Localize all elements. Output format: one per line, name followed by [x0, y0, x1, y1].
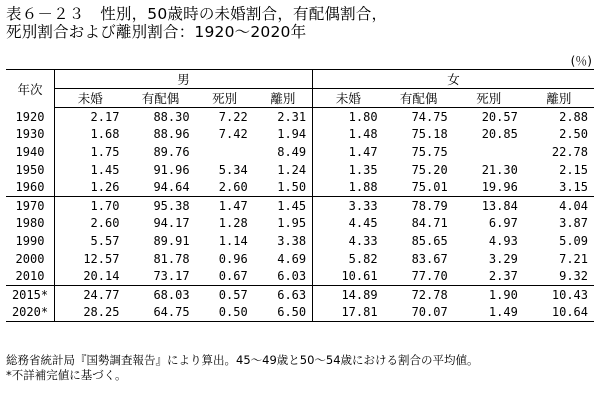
data-table [6, 69, 594, 322]
female-value-cell: 3.15 [524, 178, 594, 196]
year-cell: 1930 [15, 127, 45, 142]
female-value-cell: 10.64 [524, 304, 594, 322]
table-row [6, 126, 594, 144]
male-value-cell: 1.94 [277, 127, 307, 142]
year-cell: 2000 [15, 251, 45, 266]
female-value-cell: 1.47 [313, 143, 384, 161]
table-row [6, 178, 594, 196]
male-value-cell: 12.57 [55, 250, 126, 268]
female-value-cell: 10.61 [313, 267, 384, 285]
female-value-cell: 20.57 [481, 109, 518, 124]
female-value-cell: 20.85 [481, 127, 518, 142]
male-value-cell: 5.57 [55, 232, 126, 250]
header-row-columns [6, 89, 594, 108]
male-value-cell: 81.78 [153, 251, 190, 266]
female-value-cell: 1.90 [488, 287, 518, 302]
female-value-cell: 75.75 [411, 144, 448, 159]
female-value-cell: 3.29 [488, 251, 518, 266]
header-female: 女 [313, 70, 594, 89]
male-value-cell: 95.38 [153, 198, 190, 213]
female-value-cell: 2.15 [559, 162, 588, 177]
female-value-cell: 9.32 [524, 267, 594, 285]
footnote-asterisk: *不詳補完値に基づく。 [6, 368, 127, 382]
male-value-cell: 1.70 [55, 196, 126, 214]
male-value-cell: 1.68 [55, 126, 126, 144]
male-value-cell: 0.57 [218, 287, 248, 302]
female-value-cell: 2.37 [454, 267, 524, 285]
year-cell: 1960 [6, 178, 55, 196]
female-value-cell: 14.89 [313, 285, 384, 303]
title-line-1: 表６－２３ 性別，50歳時の未婚割合，有配偶割合， [6, 5, 388, 23]
header-row-gender [6, 70, 594, 89]
female-value-cell: 1.48 [313, 126, 384, 144]
female-value-cell: 3.87 [559, 216, 588, 231]
male-value-cell: 3.38 [277, 233, 307, 248]
table-row [6, 250, 594, 268]
female-value-cell: 85.65 [411, 233, 448, 248]
male-merged-value-cell: 8.49 [277, 144, 307, 159]
male-value-cell: 88.96 [153, 127, 190, 142]
male-value-cell: 89.91 [153, 233, 190, 248]
year-cell: 2010 [6, 267, 55, 285]
footnote-source: 総務省統計局『国勢調査報告』により算出。45〜49歳と50〜54歳における割合の平均値。 [6, 353, 479, 367]
header-f-widowed: 死別 [454, 89, 524, 108]
table-row [6, 304, 594, 322]
female-merged-value-cell: 22.78 [551, 144, 588, 159]
female-value-cell: 83.67 [411, 251, 448, 266]
male-value-cell: 1.14 [218, 233, 248, 248]
male-value-cell: 6.63 [277, 287, 307, 302]
male-value-cell: 5.34 [218, 162, 248, 177]
female-value-cell: 4.33 [313, 232, 384, 250]
male-value-cell: 91.96 [153, 162, 190, 177]
female-value-cell: 75.20 [411, 162, 448, 177]
male-value-cell: 2.31 [277, 109, 307, 124]
male-value-cell: 89.76 [153, 144, 190, 159]
male-value-cell: 24.77 [55, 285, 126, 303]
male-value-cell: 2.60 [55, 215, 126, 233]
male-value-cell: 1.26 [55, 178, 126, 196]
male-value-cell: 73.17 [125, 267, 195, 285]
female-value-cell: 74.75 [411, 109, 448, 124]
table-row [6, 161, 594, 179]
female-value-cell: 2.50 [559, 127, 588, 142]
table-row [6, 232, 594, 250]
female-value-cell: 1.35 [313, 161, 384, 179]
table-body [6, 108, 594, 322]
year-cell: 1990 [15, 233, 45, 248]
female-value-cell: 1.80 [313, 108, 384, 126]
male-value-cell: 7.42 [218, 127, 248, 142]
female-value-cell: 77.70 [384, 267, 454, 285]
male-value-cell: 1.28 [218, 216, 248, 231]
header-f-married: 有配偶 [384, 89, 454, 108]
female-value-cell: 1.88 [313, 178, 384, 196]
table-row [6, 215, 594, 233]
male-value-cell: 1.47 [218, 198, 248, 213]
male-value-cell: 1.24 [277, 162, 307, 177]
year-cell: 1950 [15, 162, 45, 177]
female-value-cell: 17.81 [313, 304, 384, 322]
male-value-cell: 6.03 [254, 267, 313, 285]
table-row [6, 267, 594, 285]
male-value-cell: 1.45 [277, 198, 307, 213]
table-row [6, 196, 594, 214]
male-value-cell: 20.14 [55, 267, 126, 285]
male-value-cell: 1.95 [277, 216, 307, 231]
male-value-cell: 7.22 [218, 109, 248, 124]
female-value-cell: 2.88 [559, 109, 588, 124]
male-value-cell: 68.03 [153, 287, 190, 302]
male-value-cell: 94.17 [153, 216, 190, 231]
unit-label: (％) [570, 54, 592, 68]
female-value-cell: 3.33 [313, 196, 384, 214]
header-m-divorced: 離別 [254, 89, 313, 108]
table-row [6, 143, 594, 161]
header-m-unmarried: 未婚 [55, 89, 126, 108]
table-row [6, 108, 594, 126]
male-value-cell: 2.17 [55, 108, 126, 126]
male-value-cell: 28.25 [55, 304, 126, 322]
year-cell: 2015* [11, 287, 49, 302]
year-cell: 1970 [15, 198, 45, 213]
female-value-cell: 78.79 [411, 198, 448, 213]
male-value-cell: 0.96 [218, 251, 248, 266]
table-row [6, 285, 594, 303]
header-f-unmarried: 未婚 [313, 89, 384, 108]
female-value-cell: 1.49 [454, 304, 524, 322]
header-f-divorced: 離別 [524, 89, 594, 108]
female-value-cell: 4.04 [559, 198, 588, 213]
male-value-cell: 4.69 [277, 251, 307, 266]
female-value-cell: 7.21 [559, 251, 588, 266]
header-male: 男 [55, 70, 313, 89]
year-cell: 1920 [15, 109, 45, 124]
female-value-cell: 84.71 [411, 216, 448, 231]
male-value-cell: 6.50 [254, 304, 313, 322]
female-value-cell: 5.09 [559, 233, 588, 248]
male-value-cell: 0.50 [196, 304, 254, 322]
female-value-cell: 4.45 [313, 215, 384, 233]
title-line-2: 死別割合および離別割合：1920〜2020年 [6, 23, 307, 41]
female-value-cell: 72.78 [411, 287, 448, 302]
female-value-cell: 75.01 [384, 178, 454, 196]
female-value-cell: 13.84 [481, 198, 518, 213]
male-value-cell: 2.60 [196, 178, 254, 196]
male-value-cell: 94.64 [125, 178, 195, 196]
male-value-cell: 1.75 [55, 143, 126, 161]
male-value-cell: 88.30 [153, 109, 190, 124]
header-year: 年次 [6, 70, 55, 108]
female-value-cell: 21.30 [481, 162, 518, 177]
female-value-cell: 75.18 [411, 127, 448, 142]
male-value-cell: 0.67 [196, 267, 254, 285]
year-cell: 2020* [6, 304, 55, 322]
table-title [6, 5, 387, 41]
header-m-widowed: 死別 [196, 89, 254, 108]
female-value-cell: 4.93 [488, 233, 518, 248]
header-m-married: 有配偶 [125, 89, 195, 108]
female-value-cell: 5.82 [313, 250, 384, 268]
female-value-cell: 6.97 [488, 216, 518, 231]
male-value-cell: 64.75 [125, 304, 195, 322]
year-cell: 1980 [15, 216, 45, 231]
male-value-cell: 1.50 [254, 178, 313, 196]
female-value-cell: 10.43 [551, 287, 588, 302]
year-cell: 1940 [15, 144, 45, 159]
female-value-cell: 19.96 [454, 178, 524, 196]
female-value-cell: 70.07 [384, 304, 454, 322]
male-value-cell: 1.45 [55, 161, 126, 179]
